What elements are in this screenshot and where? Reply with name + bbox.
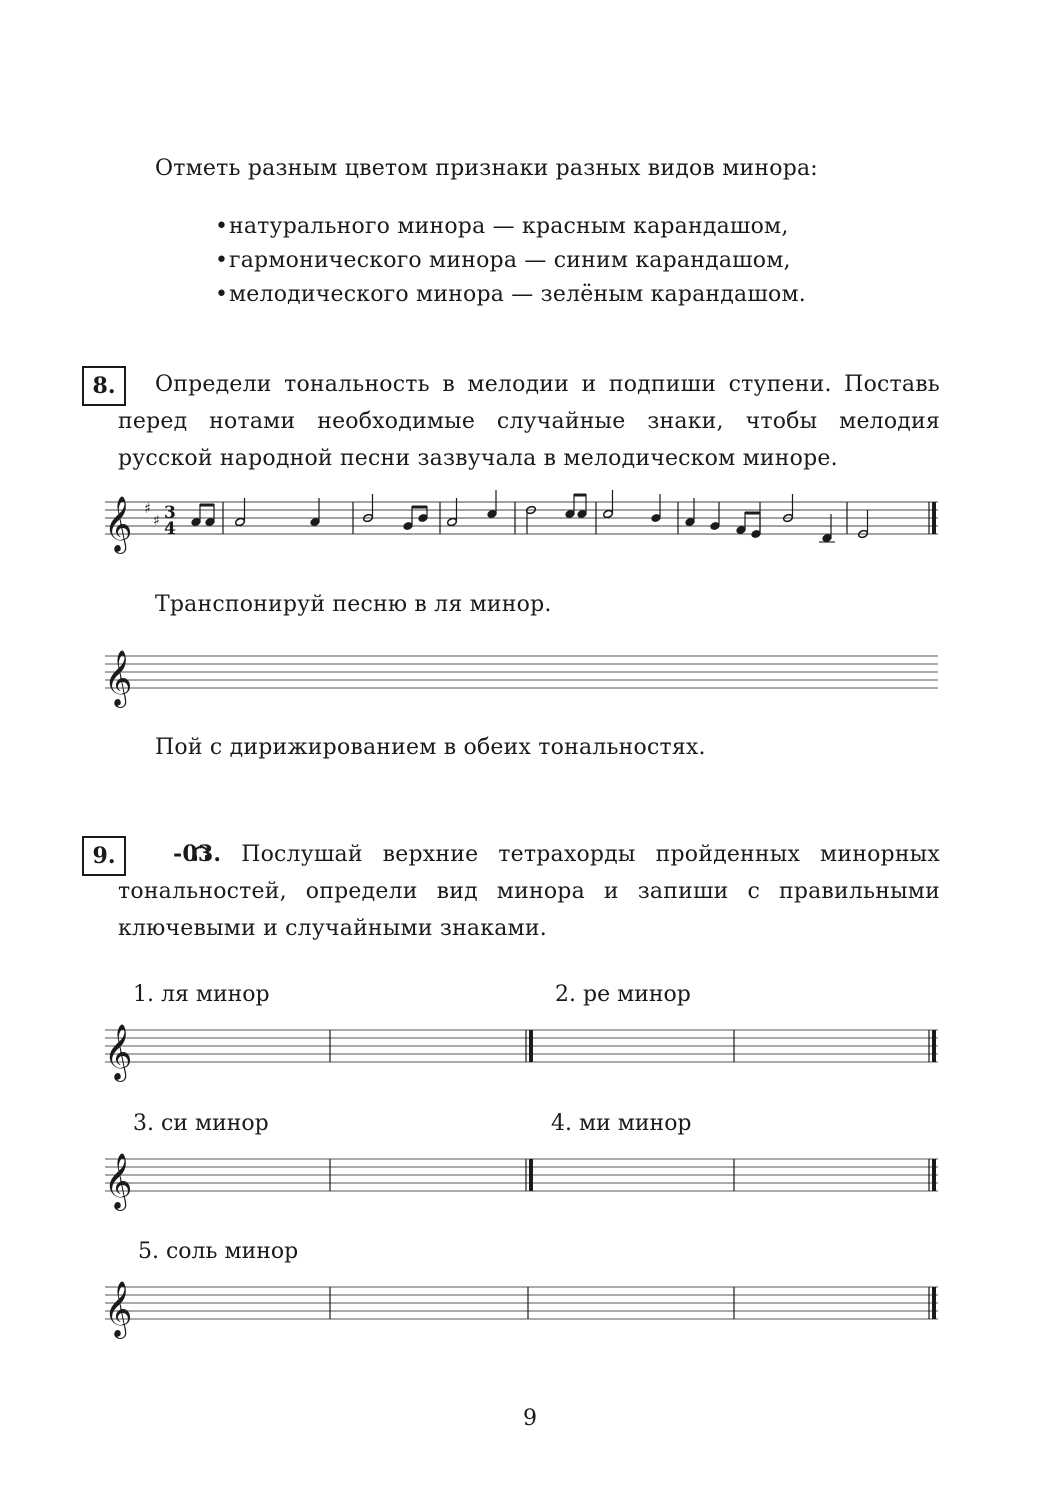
staff-lines <box>105 1159 938 1191</box>
task-8-number: 8. <box>82 366 126 406</box>
key-label-2: 2. ре минор <box>555 982 691 1007</box>
bullet-natural-text: натурального минора — красным карандашом, <box>229 214 789 239</box>
sing-text: Пой с дирижированием в обеих тональностях. <box>155 735 706 760</box>
intro-text: Отметь разным цветом признаки разных видов минора: <box>155 156 818 181</box>
task-9-number: 9. <box>82 836 126 876</box>
staff-lines <box>105 1287 938 1319</box>
sharp-icon <box>153 513 160 529</box>
svg-text:♯: ♯ <box>153 513 160 529</box>
page-number: 9 <box>523 1406 537 1431</box>
svg-text:𝄞: 𝄞 <box>104 1024 133 1080</box>
headphones-icon <box>155 838 173 856</box>
svg-text:𝄞: 𝄞 <box>104 650 133 706</box>
treble-clef-icon <box>104 1153 132 1211</box>
task-9-instructions: Послушай верхние тетрахорды пройденных минорных тональностей, определи вид минора и запиши с правильными ключевыми и случайными знаками. <box>118 842 940 941</box>
time-sig-top: 3 <box>164 503 176 523</box>
svg-text:♯: ♯ <box>144 501 151 517</box>
staff-keys-1-2[interactable] <box>100 1016 945 1086</box>
staff-keys-3-4[interactable] <box>100 1145 945 1215</box>
bullet-harmonic-text: гармонического минора — синим карандашом, <box>229 248 791 273</box>
svg-text:𝄞: 𝄞 <box>104 496 133 552</box>
task-9-text <box>118 836 940 947</box>
key-label-4: 4. ми минор <box>551 1111 692 1136</box>
svg-text:𝄞: 𝄞 <box>104 1281 133 1337</box>
transpose-staff[interactable] <box>100 642 945 712</box>
treble-clef-icon <box>104 650 132 708</box>
bullet-melodic-text: мелодического минора — зелёным карандашом. <box>229 282 806 307</box>
staff-lines <box>105 1030 938 1062</box>
task-8-text: Определи тональность в мелодии и подпиши ступени. Поставь перед нотами необходимые случайные знаки, чтобы мелодия русской народной песни зазвучала в мелодическом миноре. <box>118 372 940 471</box>
track-label: -03. <box>173 841 222 867</box>
sharp-icon <box>144 501 151 517</box>
svg-text:𝄞: 𝄞 <box>104 1153 133 1209</box>
treble-clef-icon <box>104 496 132 554</box>
key-label-3: 3. си минор <box>133 1111 269 1136</box>
time-sig-bottom: 4 <box>164 519 176 539</box>
staff-lines <box>105 656 938 688</box>
treble-clef-icon <box>104 1024 132 1082</box>
melody-notes <box>191 490 868 542</box>
staff-key-5[interactable] <box>100 1273 945 1343</box>
staff-lines <box>105 502 938 534</box>
bullet-natural: •натурального минора — красным карандашом, <box>215 214 789 239</box>
treble-clef-icon <box>104 1281 132 1339</box>
transpose-text: Транспонируй песню в ля минор. <box>155 592 552 617</box>
melody-staff <box>100 488 945 568</box>
key-label-5: 5. соль минор <box>138 1239 299 1264</box>
bullet-harmonic: •гармонического минора — синим карандашом, <box>215 248 791 273</box>
bullet-melodic: •мелодического минора — зелёным карандашом. <box>215 282 806 307</box>
key-label-1: 1. ля минор <box>133 982 270 1007</box>
